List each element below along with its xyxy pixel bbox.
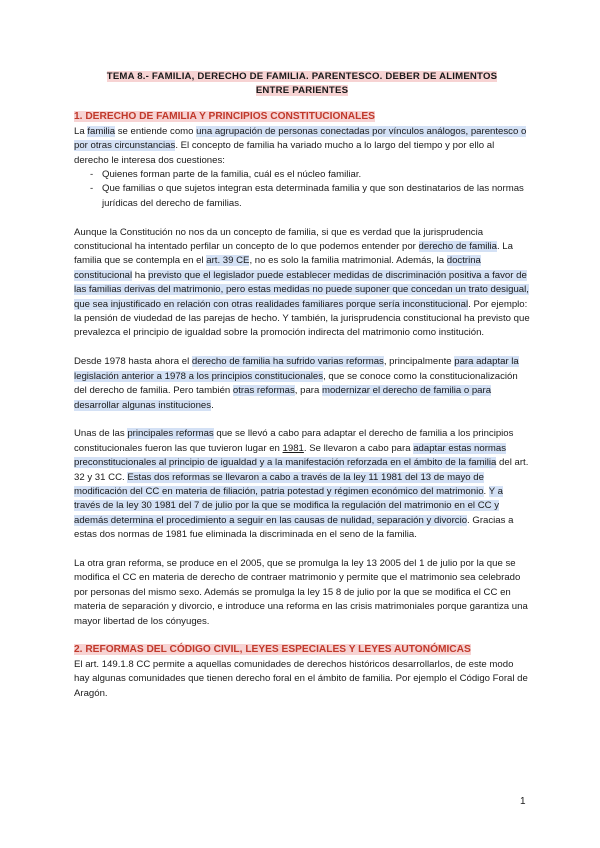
list-item: - Que familias o que sujetos integran esta determinada familia y que son destinatarios de las normas jurídicas del derecho de familias. bbox=[74, 182, 530, 211]
section-1-paragraph-3: Desde 1978 hasta ahora el derecho de familia ha sufrido varias reformas, principalmente para adaptar la legislación anterior a 1978 a los principios constitucionales, que se conoce como la constitucionalización del derecho de familia. Pero también otras reformas, para modernizar el derecho de familia o para desarrollar algunas instituciones. bbox=[74, 356, 519, 411]
list-item: - Quienes forman parte de la familia, cuál es el núcleo familiar. bbox=[74, 168, 530, 182]
section-2-paragraph-1: El art. 149.1.8 CC permite a aquellas comunidades de derechos históricos desarrollarlos, de este modo hay algunas comunidades que tienen derecho foral en el ámbito de familia. Por ejemplo el Código Foral de Aragón. bbox=[74, 658, 528, 699]
section-1-paragraph-4: Unas de las principales reformas que se llevó a cabo para adaptar el derecho de familia a los principios constitucionales fueron las que tuvieron lugar en 1981. Se llevaron a cabo para adaptar estas normas preconstitucionales al principio de igualdad y a la manifestación reforzada en el ámbito de la familia del art. 32 y 31 CC. Estas dos reformas se llevaron a cabo a través de la ley 11 1981 del 13 de mayo de modificación del CC en materia de filiación, patria potestad y régimen económico del matrimonio. Y a través de la ley 30 1981 del 7 de julio por la que se modifica la regulación del matrimonio en el CC y además determina el procedimiento a seguir en las causas de nulidad, separación y divorcio. Gracias a estas dos normas de 1981 fue eliminada la discriminada en el seno de la familia. bbox=[74, 428, 529, 541]
section-1-paragraph-1: La familia se entiende como una agrupación de personas conectadas por vínculos análogos, parentesco o por otras circunstancias. El concepto de familia ha variado mucho a lo largo del tiempo y por ello al derecho le interesa dos cuestiones: bbox=[74, 125, 527, 166]
document-title: TEMA 8.- FAMILIA, DERECHO DE FAMILIA. PARENTESCO. DEBER DE ALIMENTOS ENTRE PARIENTES bbox=[106, 71, 498, 97]
section-1-paragraph-2: Aunque la Constitución no nos da un concepto de familia, si que es verdad que la jurisprudencia constitucional ha intentado perfilar un concepto de lo que podemos entender por derecho de familia. La familia que se contempla en el art. 39 CE, no es solo la familia matrimonial. Además, la doctrina constitucional ha previsto que el legislador puede establecer medidas de discriminación positiva a favor de las familias derivas del matrimonio, pero estas medidas no puede suponer que concedan un trato desigual, que sea injustificado en relación con otras realidades familiares porque sería inconstitucional. Por ejemplo: la pensión de viudedad de las parejas de hecho. Y también, la jurisprudencia constitucional ha previsto que prevalezca el principio de igualdad sobre la promoción indirecta del matrimonio como institución. bbox=[74, 226, 530, 339]
section-1-paragraph-5: La otra gran reforma, se produce en el 2005, que se promulga la ley 13 2005 del 1 de julio por la que se modifica el CC en materia de derecho de contraer matrimonio y permite que el matrimonio sea celebrado por personas del mismo sexo. Además se promulga la ley 15 8 de julio por la que se modifica el CC en materia de separación y divorcio, e introduce una reforma en las crisis matrimoniales porque garantiza una mayor libertad de los cónyuges. bbox=[74, 557, 528, 627]
section-2-heading: 2. REFORMAS DEL CÓDIGO CIVIL, LEYES ESPECIALES Y LEYES AUTONÓMICAS bbox=[74, 644, 471, 656]
section-1-heading: 1. DERECHO DE FAMILIA Y PRINCIPIOS CONSTITUCIONALES bbox=[74, 111, 375, 123]
page-number: 1 bbox=[520, 796, 526, 807]
document-page bbox=[74, 70, 530, 715]
bullet-list bbox=[74, 168, 530, 211]
